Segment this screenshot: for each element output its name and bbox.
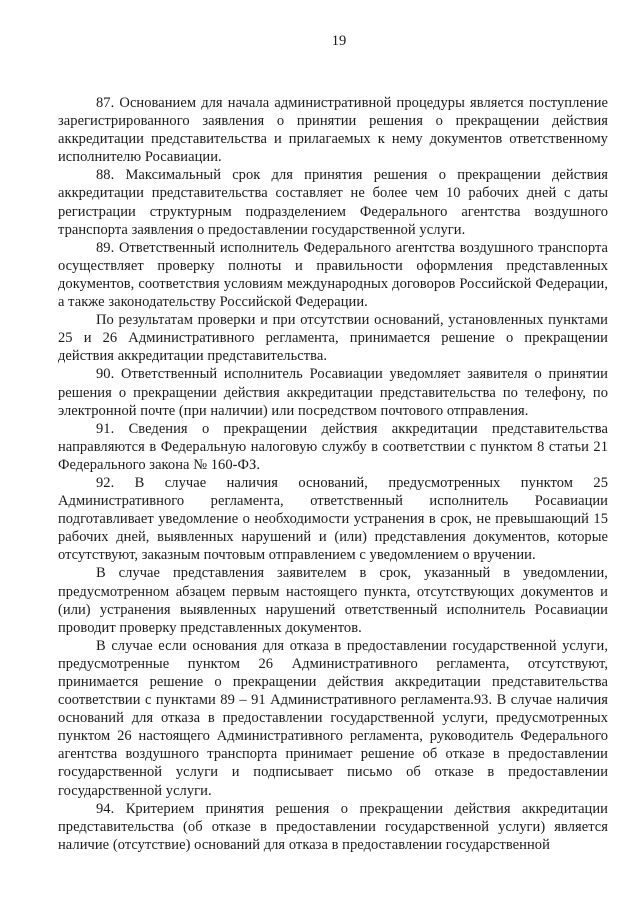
paragraph-92: 92. В случае наличия оснований, предусмотренных пунктом 25 Административного регламента, ответственный исполнитель Росавиации подготавливает уведомление о необходимости устранения в срок, не превышающий 15 рабочих дней, выявленных нарушений и (или) представления документов, которые отсутствуют, заказным почтовым отправлением с уведомлением о вручении.	[58, 474, 608, 564]
paragraph-91: 91. Сведения о прекращении действия аккредитации представительства направляются в Федеральную налоговую службу в соответствии с пунктом 8 статьи 21 Федерального закона № 160-ФЗ.	[58, 420, 608, 473]
document-page	[58, 32, 608, 854]
document-body	[58, 94, 608, 854]
paragraph-94: 94. Критерием принятия решения о прекращении действия аккредитации представительства (об отказе в предоставлении государственной услуги) является наличие (отсутствие) оснований для отказа в предоставлении государственной	[58, 800, 608, 853]
paragraph-89: 89. Ответственный исполнитель Федерального агентства воздушного транспорта осуществляет проверку полноты и правильности оформления представленных документов, соответствия условиям международных договоров Российской Федерации, а также законодательству Российской Федерации.	[58, 239, 608, 311]
paragraph-87: 87. Основанием для начала административной процедуры является поступление зарегистрированного заявления о принятии решения о прекращении действия аккредитации представительства и прилагаемых к нему документов ответственному исполнителю Росавиации.	[58, 95, 608, 166]
paragraph-92-no-grounds-and-93: В случае если основания для отказа в предоставлении государственной услуги, предусмотренные пунктом 26 Административного регламента, отсутствуют, принимается решение о прекращении действия аккредитации представительства соответствии с пунктами 89 – 91 Административного регламента.93. В случае наличия оснований для отказа в предоставлении государственной услуги, предусмотренных пунктом 26 настоящего Административного регламента, руководитель Федерального агентства воздушного транспорта принимает решение об отказе в предоставлении государственной услуги и подписывает письмо об отказе в предоставлении государственной услуги.	[58, 637, 608, 799]
paragraph-88: 88. Максимальный срок для принятия решения о прекращении действия аккредитации представительства составляет не более чем 10 рабочих дней с даты регистрации структурным подразделением Федерального агентства воздушного транспорта заявления о предоставлении государственной услуги.	[58, 167, 608, 238]
paragraph-89-verification-result: По результатам проверки и при отсутствии оснований, установленных пунктами 25 и 26 Административного регламента, принимается решение о прекращении действия аккредитации представительства.	[58, 312, 608, 365]
page-number: 19	[331, 33, 347, 49]
paragraph-92-documents-submitted: В случае представления заявителем в срок, указанный в уведомлении, предусмотренном абзацем первым настоящего пункта, отсутствующих документов и (или) устранения выявленных нарушений ответственный исполнитель Росавиации проводит проверку представленных документов.	[58, 565, 608, 636]
paragraph-90: 90. Ответственный исполнитель Росавиации уведомляет заявителя о принятии решения о прекращении действия аккредитации представительства по телефону, по электронной почте (при наличии) или посредством почтового отправления.	[58, 366, 608, 419]
